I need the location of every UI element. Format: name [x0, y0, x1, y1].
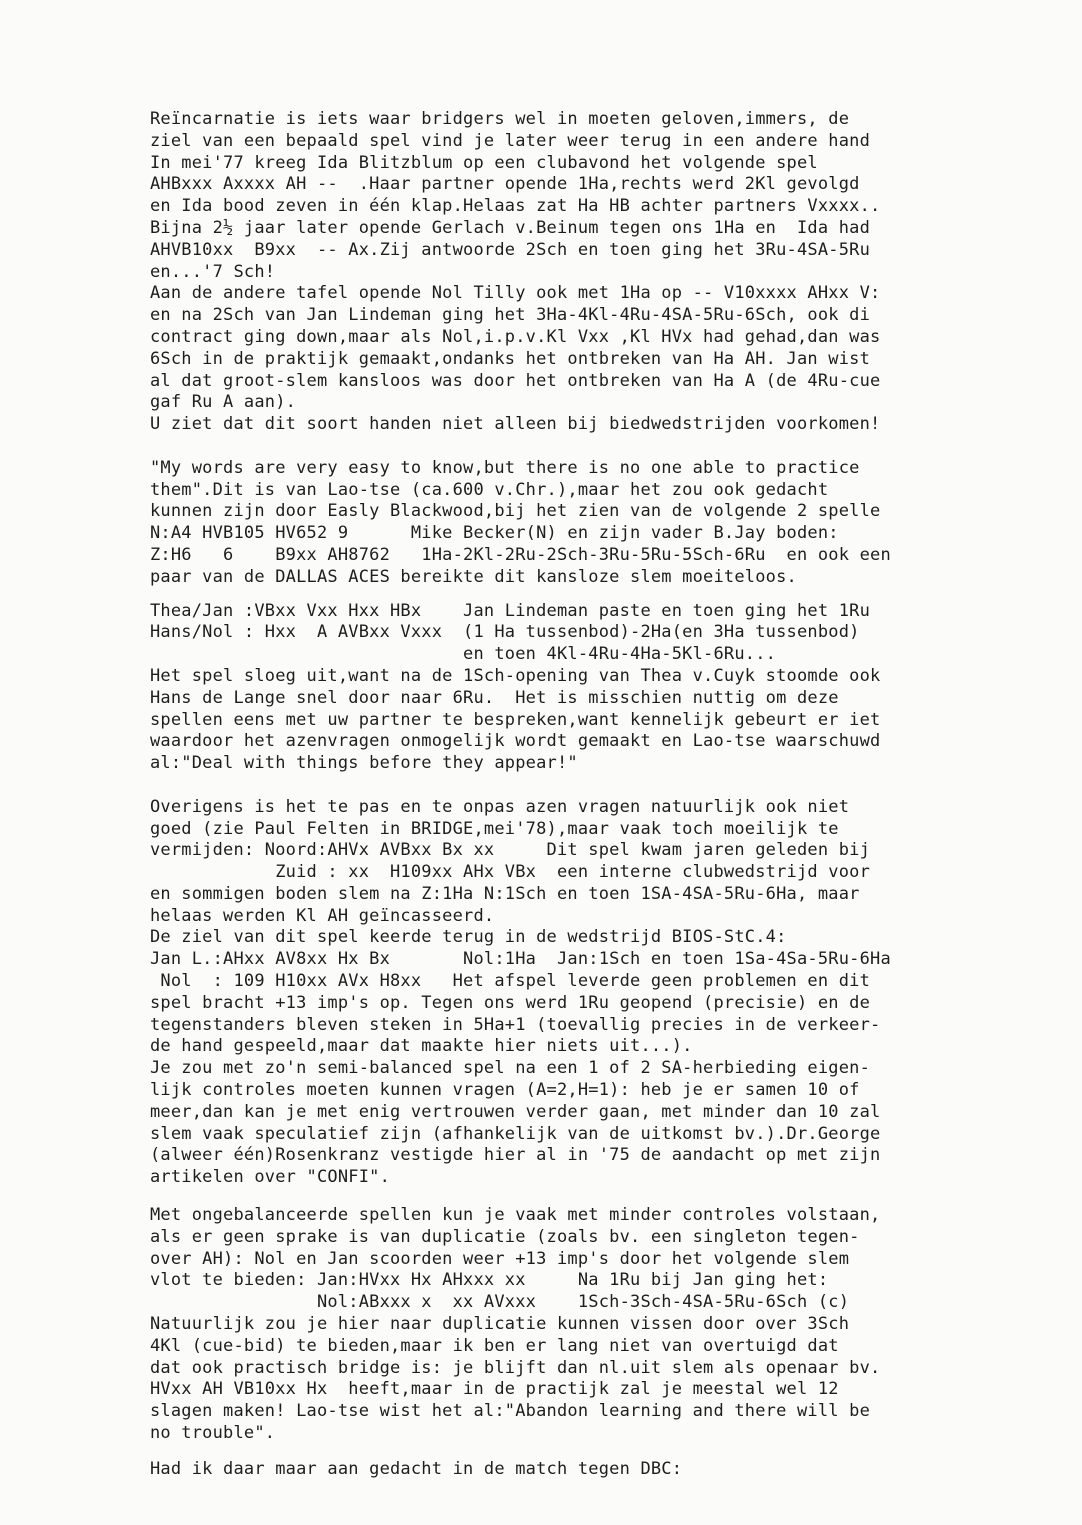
text-line: Aan de andere tafel opende Nol Tilly ook met 1Ha op -- V10xxxx AHxx V:	[150, 283, 881, 304]
text-line: slagen maken! Lao-tse wist het al:"Abandon learning and there will be	[150, 1401, 871, 1422]
text-line: (alweer één)Rosenkranz vestigde hier al in '75 de aandacht op met zijn	[150, 1145, 881, 1166]
text-line: meer,dan kan je met enig vertrouwen verder gaan, met minder dan 10 zal	[150, 1101, 881, 1122]
text-line: vermijden: Noord:AHVx AVBxx Bx xx Dit spel kwam jaren geleden bij	[150, 840, 871, 861]
paragraph-ongebalanceerd	[150, 1205, 1078, 1445]
text-line: vlot te bieden: Jan:HVxx Hx AHxxx xx Na 1Ru bij Jan ging het:	[150, 1270, 829, 1291]
text-line: paar van de DALLAS ACES bereikte dit kansloze slem moeiteloos.	[150, 566, 797, 587]
paragraph-gap	[150, 589, 1078, 601]
text-line: lijk controles moeten kunnen vragen (A=2,H=1): heb je er samen 10 of	[150, 1080, 860, 1101]
text-line: HVxx AH VB10xx Hx heeft,maar in de practijk zal je meestal wel 12	[150, 1379, 839, 1400]
paragraph-lao-tse-quote	[150, 458, 1078, 589]
text-line: over AH): Nol en Jan scoorden weer +13 imp's door het volgende slem	[150, 1248, 850, 1269]
text-line: de hand gespeeld,maar dat maakte hier niets uit...).	[150, 1036, 693, 1057]
text-line: kunnen zijn door Easly Blackwood,bij het zien van de volgende 2 spelle	[150, 501, 881, 522]
typed-page	[150, 109, 1078, 1481]
text-line: Hans de Lange snel door naar 6Ru. Het is misschien nuttig om deze	[150, 687, 839, 708]
text-line: en na 2Sch van Jan Lindeman ging het 3Ha-4Kl-4Ru-4SA-5Ru-6Sch, ook di	[150, 305, 871, 326]
paragraph-gap	[150, 1445, 1078, 1459]
text-line: Hans/Nol : Hxx A AVBxx Vxxx (1 Ha tussenbod)-2Ha(en 3Ha tussenbod)	[150, 622, 860, 643]
text-line: gaf Ru A aan).	[150, 392, 297, 413]
text-line: slem vaak speculatief zijn (afhankelijk van de uitkomst bv.).Dr.George	[150, 1123, 881, 1144]
paragraph-closing	[150, 1459, 1078, 1481]
text-line: Het spel sloeg uit,want na de 1Sch-opening van Thea v.Cuyk stoomde ook	[150, 665, 881, 686]
text-line: Nol:ABxxx x xx AVxxx 1Sch-3Sch-4SA-5Ru-6Sch (c)	[150, 1292, 850, 1313]
text-line: Thea/Jan :VBxx Vxx Hxx HBx Jan Lindeman paste en toen ging het 1Ru	[150, 600, 871, 621]
text-line: ziel van een bepaald spel vind je later weer terug in een andere hand	[150, 130, 871, 151]
text-line: spel bracht +13 imp's op. Tegen ons werd 1Ru geopend (precisie) en de	[150, 992, 871, 1013]
text-line: Je zou met zo'n semi-balanced spel na een 1 of 2 SA-herbieding eigen-	[150, 1058, 871, 1079]
text-line: en...'7 Sch!	[150, 261, 276, 282]
text-line: no trouble".	[150, 1423, 276, 1444]
text-line: Zuid : xx H109xx AHx VBx een interne clubwedstrijd voor	[150, 862, 871, 883]
text-line: Nol : 109 H10xx AVx H8xx Het afspel leverde geen problemen en dit	[150, 971, 871, 992]
text-line: spellen eens met uw partner te bespreken,want kennelijk gebeurt er iet	[150, 709, 881, 730]
text-line: N:A4 HVB105 HV652 9 Mike Becker(N) en zijn vader B.Jay boden:	[150, 523, 839, 544]
text-line: contract ging down,maar als Nol,i.p.v.Kl Vxx ,Kl HVx had gehad,dan was	[150, 326, 881, 347]
text-line: AHBxxx Axxxx AH -- .Haar partner opende 1Ha,rechts werd 2Kl gevolgd	[150, 174, 860, 195]
text-line: goed (zie Paul Felten in BRIDGE,mei'78),maar vaak toch moeilijk te	[150, 818, 839, 839]
text-line: Jan L.:AHxx AV8xx Hx Bx Nol:1Ha Jan:1Sch en toen 1Sa-4Sa-5Ru-6Ha	[150, 949, 891, 970]
text-line: 6Sch in de praktijk gemaakt,ondanks het ontbreken van Ha AH. Jan wist	[150, 348, 871, 369]
paragraph-reincarnation	[150, 109, 1078, 436]
text-line: "My words are very easy to know,but there is no one able to practice	[150, 457, 860, 478]
text-line: 4Kl (cue-bid) te bieden,maar ik ben er lang niet van overtuigd dat	[150, 1335, 839, 1356]
text-line: In mei'77 kreeg Ida Blitzblum op een clubavond het volgende spel	[150, 152, 818, 173]
text-line: artikelen over "CONFI".	[150, 1167, 391, 1188]
text-line: AHVB10xx B9xx -- Ax.Zij antwoorde 2Sch en toen ging het 3Ru-4SA-5Ru	[150, 239, 871, 260]
text-line: al dat groot-slem kansloos was door het ontbreken van Ha A (de 4Ru-cue	[150, 370, 881, 391]
text-line: Z:H6 6 B9xx AH8762 1Ha-2Kl-2Ru-2Sch-3Ru-5Ru-5Sch-6Ru en ook een	[150, 544, 891, 565]
paragraph-gap	[150, 436, 1078, 458]
text-line: them".Dit is van Lao-tse (ca.600 v.Chr.),maar het zou ook gedacht	[150, 479, 829, 500]
text-line: Overigens is het te pas en te onpas azen vragen natuurlijk ook niet	[150, 796, 850, 817]
paragraph-azen-vragen	[150, 797, 1078, 1189]
text-line: waardoor het azenvragen onmogelijk wordt gemaakt en Lao-tse waarschuwd	[150, 731, 881, 752]
paragraph-thea-jan	[150, 601, 1078, 775]
text-line: als er geen sprake is van duplicatie (zoals bv. een singleton tegen-	[150, 1226, 860, 1247]
text-line: dat ook practisch bridge is: je blijft dan nl.uit slem als openaar bv.	[150, 1357, 881, 1378]
text-line: Reïncarnatie is iets waar bridgers wel in moeten geloven,immers, de	[150, 109, 850, 129]
text-line: Bijna 2½ jaar later opende Gerlach v.Beinum tegen ons 1Ha en Ida had	[150, 217, 871, 238]
paragraph-gap	[150, 1189, 1078, 1205]
paragraph-gap	[150, 775, 1078, 797]
text-line: tegenstanders bleven steken in 5Ha+1 (toevallig precies in de verkeer-	[150, 1014, 881, 1035]
text-line: Met ongebalanceerde spellen kun je vaak met minder controles volstaan,	[150, 1205, 881, 1226]
text-line: Had ik daar maar aan gedacht in de match tegen DBC:	[150, 1458, 683, 1479]
text-line: en sommigen boden slem na Z:1Ha N:1Sch en toen 1SA-4SA-5Ru-6Ha, maar	[150, 883, 860, 904]
text-line: U ziet dat dit soort handen niet alleen bij biedwedstrijden voorkomen!	[150, 414, 881, 435]
text-line: en Ida bood zeven in één klap.Helaas zat Ha HB achter partners Vxxxx..	[150, 196, 881, 217]
text-line: Natuurlijk zou je hier naar duplicatie kunnen vissen door over 3Sch	[150, 1314, 850, 1335]
text-line: en toen 4Kl-4Ru-4Ha-5Kl-6Ru...	[150, 644, 777, 665]
text-line: helaas werden Kl AH geïncasseerd.	[150, 905, 495, 926]
text-line: al:"Deal with things before they appear!"	[150, 753, 578, 774]
text-line: De ziel van dit spel keerde terug in de wedstrijd BIOS-StC.4:	[150, 927, 787, 948]
